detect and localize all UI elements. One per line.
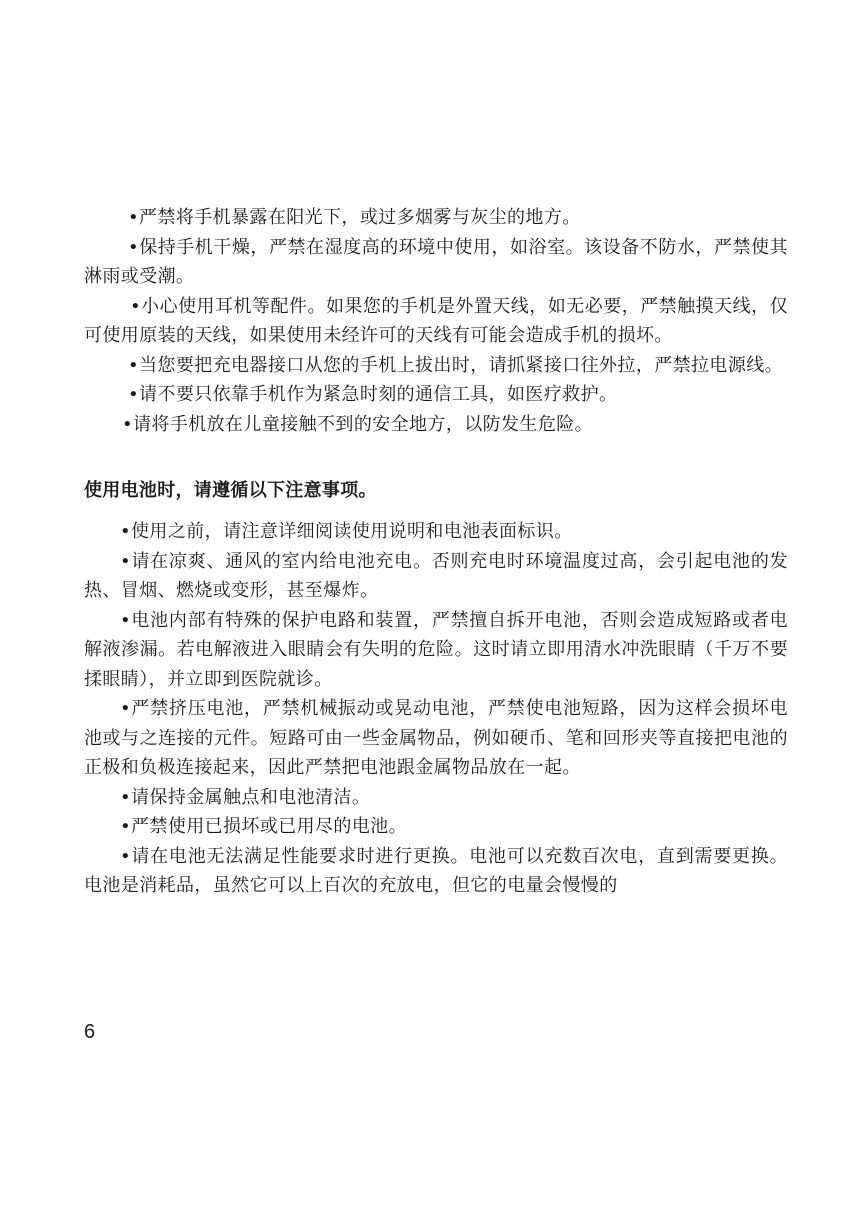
battery-item-charge-cool: •请在凉爽、通风的室内给电池充电。否则充电时环境温度过高，会引起电池的发热、冒烟、燃烧或变形，甚至爆炸。	[84, 550, 788, 601]
section-spacer	[84, 439, 788, 477]
safety-item-accessories: •小心使用耳机等配件。如果您的手机是外置天线，如无必要，严禁触摸天线，仅可使用原装的天线，如果使用未经许可的天线有可能会造成手机的损坏。	[84, 295, 788, 346]
battery-safety-section	[84, 477, 788, 901]
safety-item-emergency: •请不要只依靠手机作为紧急时刻的通信工具，如医疗救护。	[128, 384, 618, 405]
page-content	[84, 203, 788, 901]
battery-section-heading: 使用电池时，请遵循以下注意事项。	[84, 480, 377, 501]
safety-item-charger-plug: •当您要把充电器接口从您的手机上拔出时，请抓紧接口往外拉，严禁拉电源线。	[128, 354, 784, 376]
page-number: 6	[84, 1021, 96, 1043]
battery-item-read-manual: •使用之前，请注意详细阅读使用说明和电池表面标识。	[120, 521, 573, 542]
battery-item-no-damaged: •严禁使用已损坏或已用尽的电池。	[120, 816, 408, 837]
battery-item-replace: •请在电池无法满足性能要求时进行更换。电池可以充数百次电，直到需要更换。电池是消耗品，虽然它可以上百次的充放电，但它的电量会慢慢的	[84, 845, 788, 896]
safety-item-children: •请将手机放在儿童接触不到的安全地方，以防发生危险。	[122, 413, 594, 435]
phone-safety-section	[84, 203, 788, 439]
battery-item-do-not-disassemble: •电池内部有特殊的保护电路和装置，严禁擅自拆开电池，否则会造成短路或者电解液渗漏。若电解液进入眼睛会有失明的危险。这时请立即用清水冲洗眼睛（千万不要揉眼睛），并立即到医院就诊。	[84, 609, 788, 690]
battery-item-keep-clean: •请保持金属触点和电池清洁。	[120, 786, 371, 808]
safety-item-keep-dry: •保持手机干燥，严禁在湿度高的环境中使用，如浴室。该设备不防水，严禁使其淋雨或受潮。	[84, 236, 788, 287]
safety-item-sunlight: •严禁将手机暴露在阳光下，或过多烟雾与灰尘的地方。	[128, 207, 581, 228]
battery-item-no-short-circuit: •严禁挤压电池，严禁机械振动或晃动电池，严禁使电池短路，因为这样会损坏电池或与之连接的元件。短路可由一些金属物品，例如硬币、笔和回形夹等直接把电池的正极和负极连接起来，因此严禁把电池跟金属物品放在一起。	[84, 698, 788, 778]
